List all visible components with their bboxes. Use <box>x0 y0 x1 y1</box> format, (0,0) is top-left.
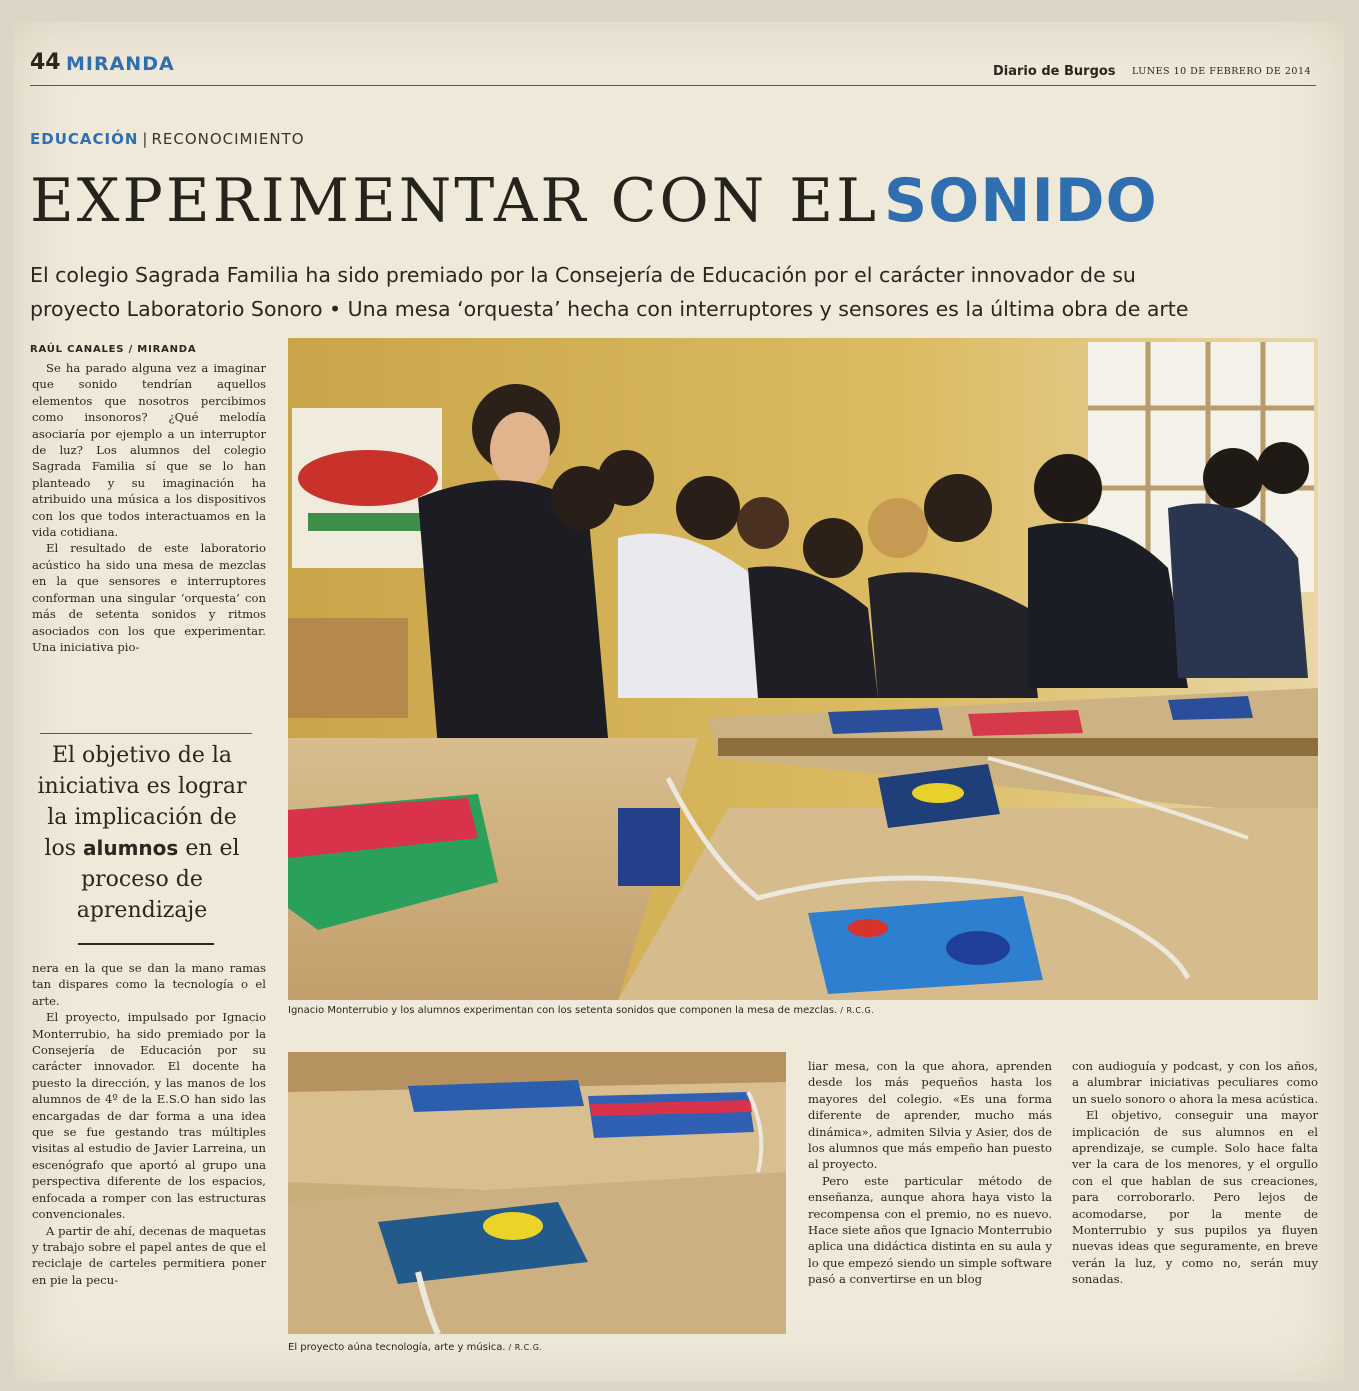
body-column-2 <box>808 1058 1052 1288</box>
subheadline-line-2: proyecto Laboratorio Sonoro • Una mesa ‘orquesta’ hecha con interruptores y sensores es la última obra de arte <box>30 297 1189 321</box>
main-photo-credit: / R.C.G. <box>840 1006 875 1015</box>
body-paragraph: Se ha parado alguna vez a imaginar que sonido tendrían aquellos elementos que nosotros percibimos como insonoros? ¿Qué melodía asociaría por ejemplo a un interruptor de luz? Los alumnos del colegio Sagrada Familia sí que se lo han planteado y su imaginación ha atribuido una música a los dispositivos con los que todos interactuamos en la vida cotidiana. <box>32 361 266 540</box>
subheadline-line-1: El colegio Sagrada Familia ha sido premiado por la Consejería de Educación por el carácter innovador de su <box>30 263 1136 287</box>
section-name: MIRANDA <box>66 53 175 75</box>
kicker: EDUCACIÓN | RECONOCIMIENTO <box>30 130 305 148</box>
secondary-photo-credit: / R.C.G. <box>508 1343 543 1352</box>
secondary-photo-image <box>288 1052 786 1334</box>
body-paragraph: A partir de ahí, decenas de maquetas y trabajo sobre el papel antes de que el reciclaje de carteles permitiera poner en pie la pecu- <box>32 1223 266 1287</box>
secondary-photo <box>288 1052 786 1334</box>
pullquote-rule-bottom <box>78 943 214 945</box>
pullquote-rule-top <box>40 733 252 734</box>
page-number: 44 <box>30 50 61 75</box>
body-column-1-top <box>32 360 266 655</box>
kicker-category: EDUCACIÓN <box>30 130 139 148</box>
header-divider <box>30 85 1316 86</box>
headline <box>30 166 1158 236</box>
headline-main: EXPERIMENTAR CON EL <box>30 166 879 236</box>
main-photo-caption-text: Ignacio Monterrubio y los alumnos experimentan con los setenta sonidos que componen la mesa de mezclas. <box>288 1005 838 1016</box>
subheadline <box>30 258 1320 326</box>
main-photo <box>288 338 1318 1000</box>
pullquote-emphasis: alumnos <box>83 836 179 860</box>
body-paragraph: El proyecto, impulsado por Ignacio Monterrubio, ha sido premiado por la Consejería de Educación por su carácter innovador. El docente ha puesto la dirección, y las manos de los alumnos de 4º de la E.S.O han sido las encargadas de dar forma a una idea que se fue gestando tras múltiples visitas al estudio de Javier Larreina, un escenógrafo que aportó al grupo una perspectiva diferente de los espacios, enfocada a romper con las estructuras convencionales. <box>32 1010 266 1222</box>
body-paragraph: Pero este particular método de enseñanza, aunque ahora haya visto la recompensa con el premio, no es nuevo. Hace siete años que Ignacio Monterrubio aplica una didáctica distinta en su aula y lo que empezó siendo un simple software pasó a convertirse en un blog <box>808 1173 1052 1287</box>
newspaper-name: Diario de Burgos <box>993 64 1116 79</box>
body-column-3 <box>1072 1058 1318 1288</box>
secondary-photo-caption-text: El proyecto aúna tecnología, arte y música. <box>288 1342 506 1353</box>
byline: RAÚL CANALES / MIRANDA <box>30 344 197 355</box>
kicker-subcategory: RECONOCIMIENTO <box>151 130 305 148</box>
main-photo-caption <box>288 1005 874 1016</box>
body-column-1-bottom <box>32 960 266 1288</box>
publication-date: LUNES 10 DE FEBRERO DE 2014 <box>1132 66 1312 77</box>
pullquote-text-end: en el proceso de aprendizaje <box>76 836 240 923</box>
body-paragraph: El objetivo, conseguir una mayor implicación de sus alumnos en el aprendizaje, se cumple. Solo hace falta ver la cara de los menores, y el orgullo con el que hablan de sus creaciones, para corroborarlo. Pero lejos de acomodarse, por la mente de Monterrubio y sus pupilos ya fluyen nuevas ideas que seguramente, en breve verán la luz, y como no, serán muy sonadas. <box>1072 1108 1318 1287</box>
body-paragraph: nera en la que se dan la mano ramas tan dispares como la tecnología o el arte. <box>32 961 266 1008</box>
secondary-photo-caption <box>288 1342 542 1353</box>
body-paragraph: liar mesa, con la que ahora, aprenden desde los más pequeños hasta los mayores del colegio. «Es una forma diferente de aprender, mucho más dinámica», admiten Silvia y Asier, dos de los alumnos que más empeño han puesto al proyecto. <box>808 1059 1052 1172</box>
main-photo-image <box>288 338 1318 1000</box>
body-paragraph: El resultado de este laboratorio acústico ha sido una mesa de mezclas en la que sensores e interruptores conforman una singular ‘orquesta’ con más de setenta sonidos y ritmos asociados con los que experimentar. Una iniciativa pio- <box>32 541 266 654</box>
pullquote <box>32 740 252 926</box>
headline-highlight: SONIDO <box>884 166 1158 236</box>
body-paragraph: con audioguía y podcast, y con los años, a alumbrar iniciativas peculiares como un suelo sonoro o ahora la mesa acústica. <box>1072 1059 1319 1106</box>
pullquote-text: El objetivo de la iniciativa es lograr la implicación de los <box>37 743 247 861</box>
